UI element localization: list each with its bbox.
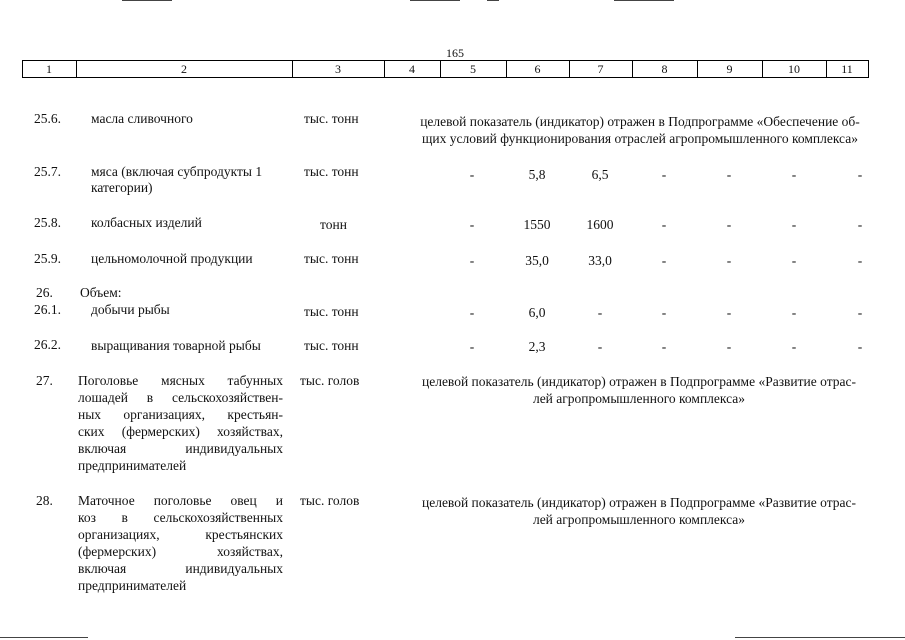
column-header: 10 [788,62,800,76]
value-cell: - [597,339,603,354]
row-note: целевой показатель (индикатор) отражен в Подпрограмме «Развитие отрас- [421,374,856,389]
value-cell: - [726,167,732,182]
row-number: 25.8. [34,215,61,230]
value-cell: - [469,305,475,320]
value-cell: 33,0 [588,253,612,268]
value-cell: 35,0 [525,253,549,268]
row-number: 28. [36,493,53,508]
row-note: лей агропромышленного комплекса» [532,512,746,527]
value-cell: - [857,167,863,182]
value-cell: - [726,339,732,354]
row-name: добычи рыбы [91,302,170,317]
row-unit: тыс. тонн [304,338,359,353]
row-number: 25.7. [34,164,61,179]
row-number: 25.9. [34,251,61,266]
value-cell: - [791,339,797,354]
value-cell: - [469,167,475,182]
column-header: 8 [661,62,668,76]
row-name: Маточное поголовье овец и коз в сельскохозяйственных организациях, крестьянских (фермерских) хозяйствах, включая индивидуальных предпринимателей [78,493,283,593]
value-cell: - [726,217,732,232]
value-cell: 2,3 [528,339,546,354]
value-cell: - [791,253,797,268]
row-number: 26.2. [34,337,61,352]
scan-line [735,637,905,638]
column-header: 5 [470,62,476,76]
value-cell: - [469,253,475,268]
scan-line [0,637,88,638]
row-note: щих условий функционирования отраслей агропромышленного комплекса» [422,131,858,146]
scan-line [410,0,460,1]
value-cell: 1600 [586,217,614,232]
value-cell: - [469,339,475,354]
column-header: 7 [597,62,604,76]
row-note: лей агропромышленного комплекса» [532,391,746,406]
row-unit: тонн [320,217,347,232]
row-name: категории) [91,180,153,195]
row-name: Объем: [80,285,122,300]
value-cell: - [661,253,667,268]
row-note: целевой показатель (индикатор) отражен в Подпрограмме «Обеспечение об- [420,114,860,129]
row-number: 27. [36,373,53,388]
row-name: мяса (включая субпродукты 1 [91,164,263,179]
value-cell: - [726,305,732,320]
scan-line [487,0,499,1]
column-header: 9 [726,62,733,76]
column-header: 11 [841,62,853,76]
value-cell: - [597,305,603,320]
row-unit: тыс. голов [300,373,360,388]
value-cell: 6,5 [591,167,609,182]
value-cell: - [661,217,667,232]
row-unit: тыс. голов [300,493,360,508]
row-unit: тыс. тонн [304,304,359,319]
value-cell: - [661,305,667,320]
value-cell: 6,0 [528,305,546,320]
row-name: масла сливочного [91,111,193,126]
value-cell: - [726,253,732,268]
value-cell: - [661,339,667,354]
value-cell: 5,8 [528,167,546,182]
row-note: целевой показатель (индикатор) отражен в Подпрограмме «Развитие отрас- [421,495,856,510]
column-header: 6 [534,62,541,76]
row-unit: тыс. тонн [304,164,359,179]
row-name: колбасных изделий [91,215,202,230]
value-cell: - [791,305,797,320]
value-cell: - [469,217,475,232]
column-header: 4 [409,62,415,76]
value-cell: - [857,253,863,268]
row-number: 25.6. [34,111,61,126]
page-number: 165 [446,46,464,60]
row-unit: тыс. тонн [304,111,359,126]
value-cell: - [791,167,797,182]
value-cell: - [661,167,667,182]
value-cell: - [857,339,863,354]
column-header: 1 [46,62,52,76]
scan-line [122,0,172,1]
row-name: Поголовье мясных табунных лошадей в сельскохозяйствен- ных организациях, крестьян- ских (фермерских) хозяйствах, включая индивидуальных предпринимателей [78,373,283,473]
scan-line [614,0,674,1]
value-cell: - [857,305,863,320]
row-unit: тыс. тонн [304,251,359,266]
row-name: цельномолочной продукции [91,251,253,266]
value-cell: - [857,217,863,232]
column-header: 2 [181,62,187,76]
row-number: 26. [36,285,53,300]
column-header: 3 [335,62,341,76]
value-cell: 1550 [523,217,551,232]
row-name: выращивания товарной рыбы [91,338,261,353]
row-number: 26.1. [34,302,61,317]
value-cell: - [791,217,797,232]
